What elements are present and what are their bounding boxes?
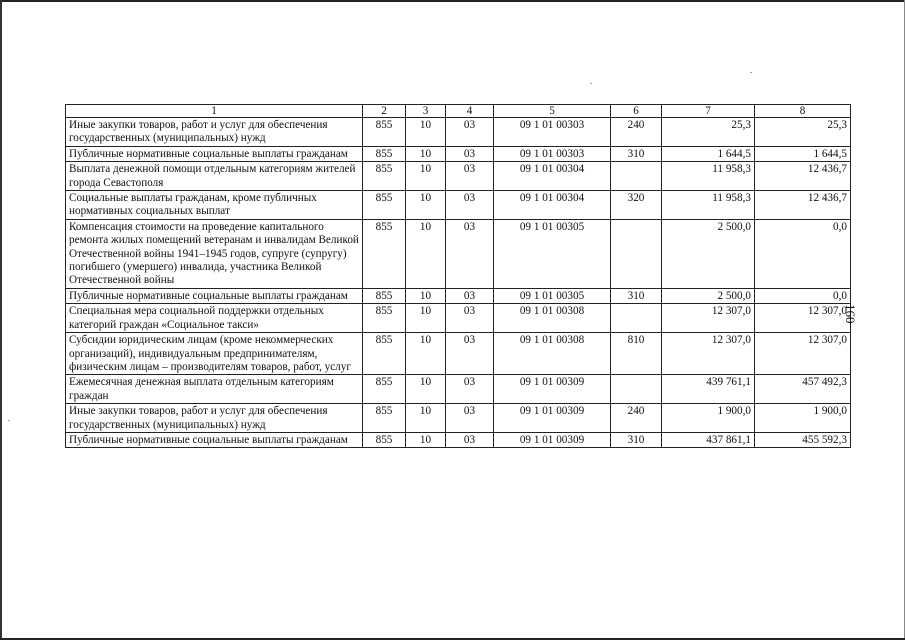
scan-speck [590, 83, 592, 84]
amount-year-2: 457 492,3 [755, 375, 851, 404]
target-article-code: 09 1 01 00305 [494, 288, 611, 303]
table-row [66, 288, 851, 303]
ministry-code: 855 [363, 404, 406, 433]
page-border-left [0, 0, 2, 640]
row-name: Выплата денежной помощи отдельным категориям жителей города Севастополя [66, 162, 363, 191]
section-code: 10 [406, 404, 446, 433]
ministry-code: 855 [363, 375, 406, 404]
table-row [66, 191, 851, 220]
ministry-code: 855 [363, 118, 406, 147]
ministry-code: 855 [363, 146, 406, 161]
target-article-code: 09 1 01 00308 [494, 333, 611, 375]
expense-type-code: 310 [611, 146, 662, 161]
row-name: Публичные нормативные социальные выплаты гражданам [66, 288, 363, 303]
section-code: 10 [406, 191, 446, 220]
expense-type-code: 310 [611, 432, 662, 447]
scan-speck [8, 420, 10, 421]
amount-year-1: 12 307,0 [662, 333, 755, 375]
target-article-code: 09 1 01 00309 [494, 404, 611, 433]
section-code: 10 [406, 118, 446, 147]
subsection-code: 03 [446, 219, 494, 288]
header-cell: 3 [406, 105, 446, 118]
target-article-code: 09 1 01 00304 [494, 191, 611, 220]
amount-year-1: 11 958,3 [662, 162, 755, 191]
amount-year-1: 1 900,0 [662, 404, 755, 433]
amount-year-1: 12 307,0 [662, 304, 755, 333]
target-article-code: 09 1 01 00303 [494, 146, 611, 161]
table-row [66, 118, 851, 147]
subsection-code: 03 [446, 288, 494, 303]
row-name: Субсидии юридическим лицам (кроме некоммерческих организаций), индивидуальным предпринимателям, физическим лицам – производителям товаров, работ, услуг [66, 333, 363, 375]
section-code: 10 [406, 375, 446, 404]
header-cell: 1 [66, 105, 363, 118]
budget-table [65, 104, 851, 448]
expense-type-code: 310 [611, 288, 662, 303]
ministry-code: 855 [363, 432, 406, 447]
subsection-code: 03 [446, 162, 494, 191]
amount-year-1: 437 861,1 [662, 432, 755, 447]
row-name: Компенсация стоимости на проведение капитального ремонта жилых помещений ветеранам и инвалидам Великой Отечественной войны 1941–1945 годов, супруге (супругу) погибшего (умершего) инвалида, участника Великой Отечественной войны [66, 219, 363, 288]
section-code: 10 [406, 162, 446, 191]
subsection-code: 03 [446, 375, 494, 404]
expense-type-code [611, 375, 662, 404]
amount-year-2: 0,0 [755, 219, 851, 288]
section-code: 10 [406, 304, 446, 333]
section-code: 10 [406, 432, 446, 447]
amount-year-1: 1 644,5 [662, 146, 755, 161]
row-name: Специальная мера социальной поддержки отдельных категорий граждан «Социальное такси» [66, 304, 363, 333]
amount-year-2: 1 900,0 [755, 404, 851, 433]
subsection-code: 03 [446, 191, 494, 220]
amount-year-2: 12 307,0 [755, 304, 851, 333]
subsection-code: 03 [446, 404, 494, 433]
ministry-code: 855 [363, 191, 406, 220]
expense-type-code: 320 [611, 191, 662, 220]
target-article-code: 09 1 01 00309 [494, 432, 611, 447]
subsection-code: 03 [446, 118, 494, 147]
section-code: 10 [406, 146, 446, 161]
expense-type-code [611, 162, 662, 191]
section-code: 10 [406, 219, 446, 288]
table-row [66, 333, 851, 375]
amount-year-1: 2 500,0 [662, 288, 755, 303]
expense-type-code: 240 [611, 118, 662, 147]
expense-type-code: 240 [611, 404, 662, 433]
subsection-code: 03 [446, 304, 494, 333]
expense-type-code [611, 219, 662, 288]
ministry-code: 855 [363, 304, 406, 333]
table-row [66, 162, 851, 191]
page-border-top [0, 0, 905, 2]
table-row [66, 432, 851, 447]
row-name: Ежемесячная денежная выплата отдельным категориям граждан [66, 375, 363, 404]
table-row [66, 219, 851, 288]
table-body [66, 118, 851, 448]
row-name: Социальные выплаты гражданам, кроме публичных нормативных социальных выплат [66, 191, 363, 220]
header-cell: 8 [755, 105, 851, 118]
table-row [66, 146, 851, 161]
amount-year-1: 25,3 [662, 118, 755, 147]
section-code: 10 [406, 333, 446, 375]
header-cell: 2 [363, 105, 406, 118]
header-cell: 4 [446, 105, 494, 118]
scan-speck [750, 72, 752, 73]
ministry-code: 855 [363, 333, 406, 375]
target-article-code: 09 1 01 00304 [494, 162, 611, 191]
amount-year-1: 2 500,0 [662, 219, 755, 288]
row-name: Публичные нормативные социальные выплаты гражданам [66, 146, 363, 161]
ministry-code: 855 [363, 219, 406, 288]
subsection-code: 03 [446, 333, 494, 375]
amount-year-2: 12 307,0 [755, 333, 851, 375]
subsection-code: 03 [446, 146, 494, 161]
amount-year-2: 0,0 [755, 288, 851, 303]
amount-year-1: 11 958,3 [662, 191, 755, 220]
amount-year-2: 12 436,7 [755, 162, 851, 191]
expense-type-code: 810 [611, 333, 662, 375]
header-row [66, 105, 851, 118]
target-article-code: 09 1 01 00309 [494, 375, 611, 404]
amount-year-1: 439 761,1 [662, 375, 755, 404]
header-cell: 7 [662, 105, 755, 118]
page-number: 160 [843, 304, 858, 324]
ministry-code: 855 [363, 162, 406, 191]
section-code: 10 [406, 288, 446, 303]
target-article-code: 09 1 01 00303 [494, 118, 611, 147]
table-row [66, 375, 851, 404]
row-name: Иные закупки товаров, работ и услуг для обеспечения государственных (муниципальных) нужд [66, 118, 363, 147]
row-name: Публичные нормативные социальные выплаты гражданам [66, 432, 363, 447]
header-cell: 5 [494, 105, 611, 118]
header-cell: 6 [611, 105, 662, 118]
table-row [66, 404, 851, 433]
target-article-code: 09 1 01 00305 [494, 219, 611, 288]
amount-year-2: 455 592,3 [755, 432, 851, 447]
amount-year-2: 12 436,7 [755, 191, 851, 220]
row-name: Иные закупки товаров, работ и услуг для обеспечения государственных (муниципальных) нужд [66, 404, 363, 433]
target-article-code: 09 1 01 00308 [494, 304, 611, 333]
expense-type-code [611, 304, 662, 333]
subsection-code: 03 [446, 432, 494, 447]
table-row [66, 304, 851, 333]
amount-year-2: 1 644,5 [755, 146, 851, 161]
ministry-code: 855 [363, 288, 406, 303]
amount-year-2: 25,3 [755, 118, 851, 147]
